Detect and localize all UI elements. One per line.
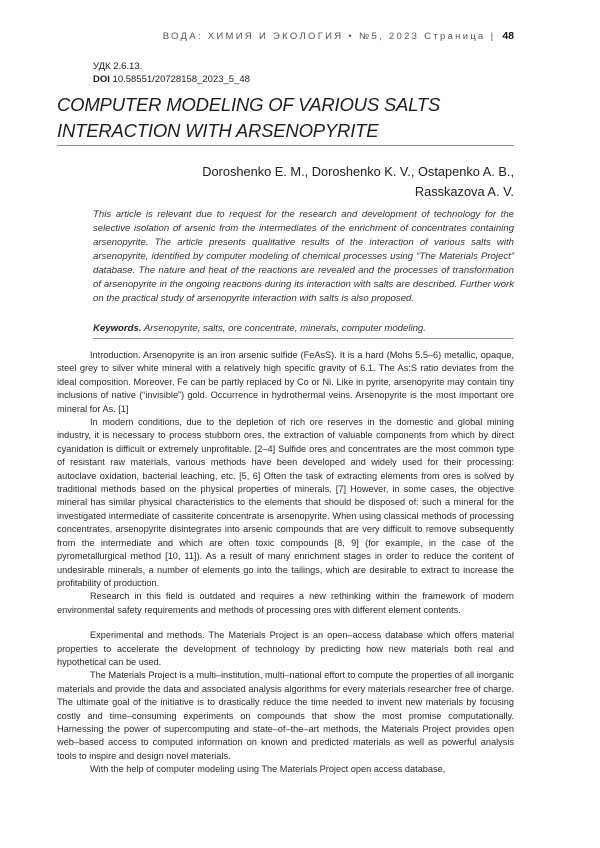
paragraph-methods: Experimental and methods. The Materials Project is an open–access database which offers material properties to accelerate the development of technology by predicting how new materials both real and hypothetical can be used. [57, 630, 514, 667]
paragraph: Research in this field is outdated and requires a new rethinking within the framework of modern environmental safety requirements and methods of processing ores with different element contents. [57, 591, 514, 615]
paragraph: With the help of computer modeling using The Materials Project open access database, [90, 764, 446, 775]
doi-line [93, 73, 250, 86]
doi-value: 10.58551/20728158_2023_5_48 [112, 74, 250, 85]
keywords-text: Arsenopyrite, salts, ore concentrate, minerals, computer modeling. [141, 323, 426, 334]
doi-label: DOI [93, 74, 110, 85]
udk-code: УДК 2.6.13. [93, 61, 143, 72]
article-authors: Doroshenko E. M., Doroshenko K. V., Ostapenko A. B., Rasskazova A. V. [202, 164, 514, 199]
keywords [93, 322, 514, 336]
paragraph: In modern conditions, due to the depletion of rich ore reserves in the domestic and global mining industry, it is necessary to process stubborn ores, the extraction of valuable components from which by direct cyanidation is difficult or extremely unprofitable. [2–4] Sulfide ores and concentrates are the most common type of resistant raw materials, various methods have been developed and widely used for their processing: autoclave oxidation, bacterial leaching, etc. [5, 6] Often the task of extracting elements from ores is solved by traditional methods based on the physical properties of minerals. [7] However, in some cases, the objective mineral has similar physical characteristics to the elements that should be disposed of: such a mineral for the investigated intermediate of cassiterite concentrate is arsenopyrite. When using classical methods of processing concentrates, arsenopyrite disintegrates into arsenic compounds that are very difficult to remove subsequently from the intermediate and which are often toxic compounds [8, 9] (for example, in the case of the pyrometallurgical method [10, 11]). As a result of many enrichment stages in order to reduce the content of undesirable minerals, a number of elements go into the tailings, which are desirable to extract to increase the profitability of production. [57, 417, 514, 588]
keywords-label: Keywords. [93, 323, 142, 334]
keywords-divider [93, 338, 514, 339]
article-meta [93, 60, 250, 86]
title-divider [57, 145, 514, 146]
paragraph: The Materials Project is a multi–institution, multi–national effort to compute the properties of all inorganic materials and provide the data and associated analysis algorithms for every materials researcher free of charge. The ultimate goal of the initiative is to drastically reduce the time needed to invent new materials by focusing costly and time–consuming experiments on compounds that show the most promise computationally. Harnessing the power of supercomputing and state–of–the–art methods, the Materials Project provides open web–based access to computed information on known and predicted materials as well as powerful analysis tools to inspire and design novel materials. [57, 670, 514, 761]
article-title: COMPUTER MODELING OF VARIOUS SALTS INTERACTION WITH ARSENOPYRITE [57, 94, 441, 141]
paragraph-introduction: Introduction. Arsenopyrite is an iron arsenic sulfide (FeAsS). It is a hard (Mohs 5.5–6) metallic, opaque, steel grey to silver white mineral with a relatively high specific gravity of 6.1. The As:S ratio deviates from the ideal composition. Moreover, Fe can be partly replaced by Co or Ni. Like in pyrite, arsenopyrite may contain tiny inclusions of native (“invisible”) gold. Occurrence in hydrothermal veins. Arsenopyrite is the most important ore mineral for As. [1] [57, 350, 514, 414]
running-header [0, 30, 514, 42]
abstract: This article is relevant due to request for the research and development of technology for the selective isolation of arsenic from the intermediates of the enrichment of concentrates containing arsenopyrite. The article presents qualitative results of the interaction of various salts with arsenopyrite, identified by computer modeling of chemical processes using “The Materials Project” database. The nature and heat of the reactions are revealed and the processes of transformation of arsenopyrite in the ongoing reactions during its interaction with salts are described. Further work on the practical study of arsenopyrite interaction with salts is also proposed. [93, 209, 514, 304]
article-body [57, 349, 514, 777]
journal-name: ВОДА: ХИМИЯ И ЭКОЛОГИЯ • №5, 2023 Страница | [162, 31, 496, 42]
page-number: 48 [502, 30, 514, 42]
